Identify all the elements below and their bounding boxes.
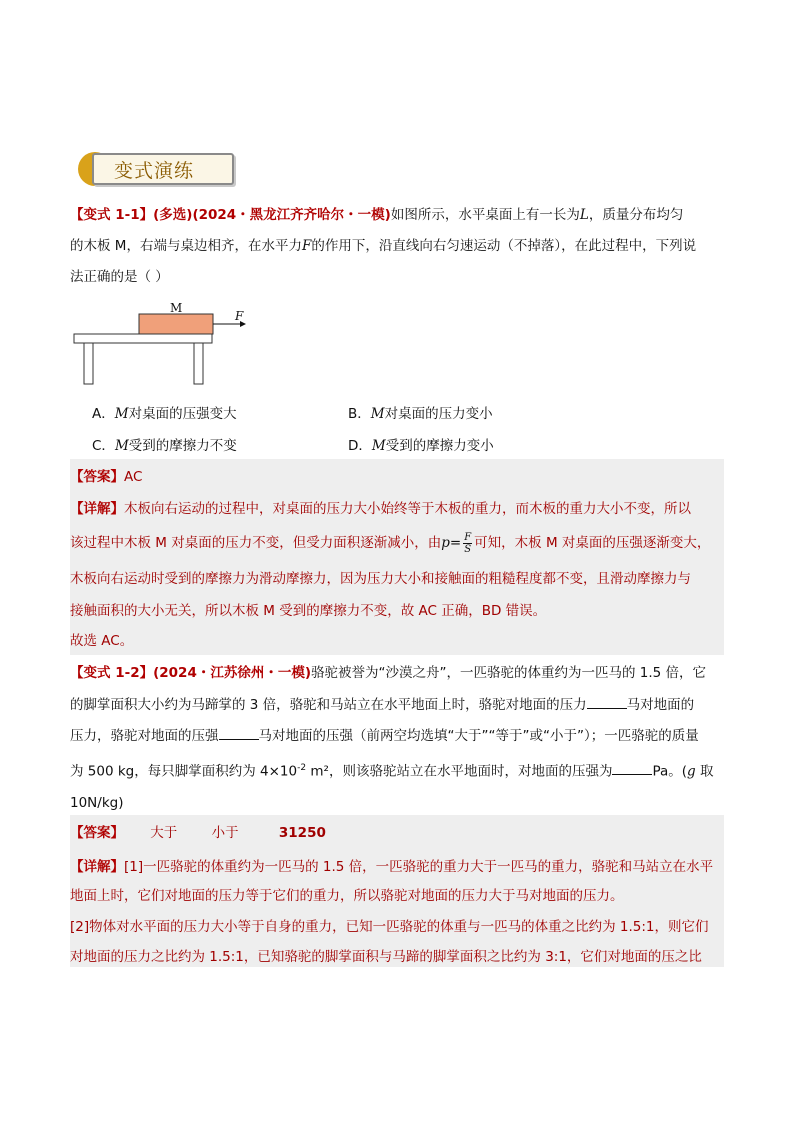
- blank-3[interactable]: [612, 760, 652, 775]
- table-leg-left: [84, 343, 93, 384]
- force-label: F: [235, 309, 244, 323]
- q2-source: (2024・江苏徐州・一模): [153, 665, 312, 681]
- q2-answer-2: 小于: [211, 825, 239, 841]
- option-d[interactable]: D．M受到的摩擦力变小: [348, 438, 494, 454]
- q1-detail-4: 接触面积的大小无关，所以木板 M 受到的摩擦力不变，故 AC 正确，BD 错误。: [70, 603, 547, 619]
- q1-figure: [70, 300, 260, 390]
- formula-fraction: $\frac{F}{S}$: [464, 531, 472, 555]
- formula-eq: =: [449, 535, 462, 551]
- q1-answer-box: [70, 459, 724, 655]
- option-c[interactable]: C．M受到的摩擦力不变: [92, 438, 237, 454]
- table-top: [74, 334, 212, 343]
- q2-answer-3: 31250: [278, 825, 326, 841]
- q1-line3: 法正确的是（ ）: [70, 269, 169, 285]
- q2-answer-1: 大于: [150, 825, 178, 841]
- block-label: M: [170, 301, 183, 315]
- q1-detail-5: 故选 AC。: [70, 633, 134, 649]
- q1-type: (多选): [153, 207, 193, 223]
- q1-var-f: F: [301, 238, 312, 254]
- q1-tag: 【变式 1-1】: [70, 207, 154, 223]
- q1-stem-a: 如图所示，水平桌面上有一长为: [390, 207, 580, 223]
- option-a[interactable]: A．M对桌面的压强变大: [92, 406, 237, 422]
- q1-source: (2024・黑龙江齐齐哈尔・一模): [192, 207, 391, 223]
- banner-bar: [92, 153, 234, 185]
- q2-detail-1: 【详解】[1]一匹骆驼的体重约为一匹马的 1.5 倍，一匹骆驼的重力大于一匹马的重力，骆驼和马站立在水平: [70, 859, 714, 875]
- section-banner: [78, 150, 233, 186]
- q1-stem-b: ，质量分布均匀: [588, 207, 684, 223]
- q1-line2-a: 的木板 M，右端与桌边相齐，在水平力: [70, 238, 302, 254]
- q1-detail-2: 该过程中木板 M 对桌面的压力不变，但受力面积逐渐减小，由p= $\frac{F}{S}$ 可知，木板 M 对桌面的压强逐渐变大，: [70, 531, 711, 555]
- q2-tag: 【变式 1-2】: [70, 665, 154, 681]
- q2-stem: 【变式 1-2】(2024・江苏徐州・一模)骆驼被誉为“沙漠之舟”，一匹骆驼的体重约为一匹马的 1.5 倍，它 的脚掌面积大小约为马蹄掌的 3 倍，骆驼和马站立在水平地面上时，骆驼对地面的压力 马对地面的 压力，骆驼对地面的压强 马对地面的压强（前两空均选填“大于”“等于”或“小于”）；一匹骆驼的质量 为 500 kg，每只脚掌面积约为 $4\times 10^{-2}$ m²，则该骆驼站立在水平地面时，对地面的压强为 Pa。(g 取 10N/kg): [70, 665, 714, 811]
- q1-var-l: L: [579, 207, 589, 223]
- block-m: [139, 314, 213, 334]
- q2-answer-line: 【答案】 大于 小于 31250: [70, 825, 326, 841]
- q1-answer-line: 【答案】AC: [70, 469, 143, 485]
- blank-1[interactable]: [587, 694, 627, 709]
- q1-detail-3: 木板向右运动时受到的摩擦力为滑动摩擦力，因为压力大小和接触面的粗糙程度都不变，且滑动摩擦力与: [70, 571, 691, 587]
- q1-answer: AC: [124, 469, 143, 485]
- q2-answer-box: [70, 815, 724, 967]
- q2-detail-2: 地面上时，它们对地面的压力等于它们的重力，所以骆驼对地面的压力大于马对地面的压力。: [70, 888, 624, 904]
- q1-stem: [70, 200, 726, 293]
- q2-detail-4: 对地面的压力之比约为 1.5:1，已知骆驼的脚掌面积与马蹄的脚掌面积之比约为 3:1，它们对地面的压之比: [70, 949, 702, 965]
- formula-p: p: [441, 535, 450, 551]
- q1-detail-1: 【详解】木板向右运动的过程中，对桌面的压力大小始终等于木板的重力，而木板的重力大小不变，所以: [70, 501, 691, 517]
- section-title: 变式演练: [114, 160, 195, 182]
- option-b[interactable]: B．M对桌面的压力变小: [348, 406, 493, 422]
- blank-2[interactable]: [219, 725, 259, 740]
- table-leg-right: [194, 343, 203, 384]
- q2-detail-3: [2]物体对水平面的压力大小等于自身的重力，已知一匹骆驼的体重与一匹马的体重之比约为 1.5:1，则它们: [70, 919, 709, 935]
- q1-line2-b: 的作用下，沿直线向右匀速运动（不掉落），在此过程中，下列说: [311, 238, 697, 254]
